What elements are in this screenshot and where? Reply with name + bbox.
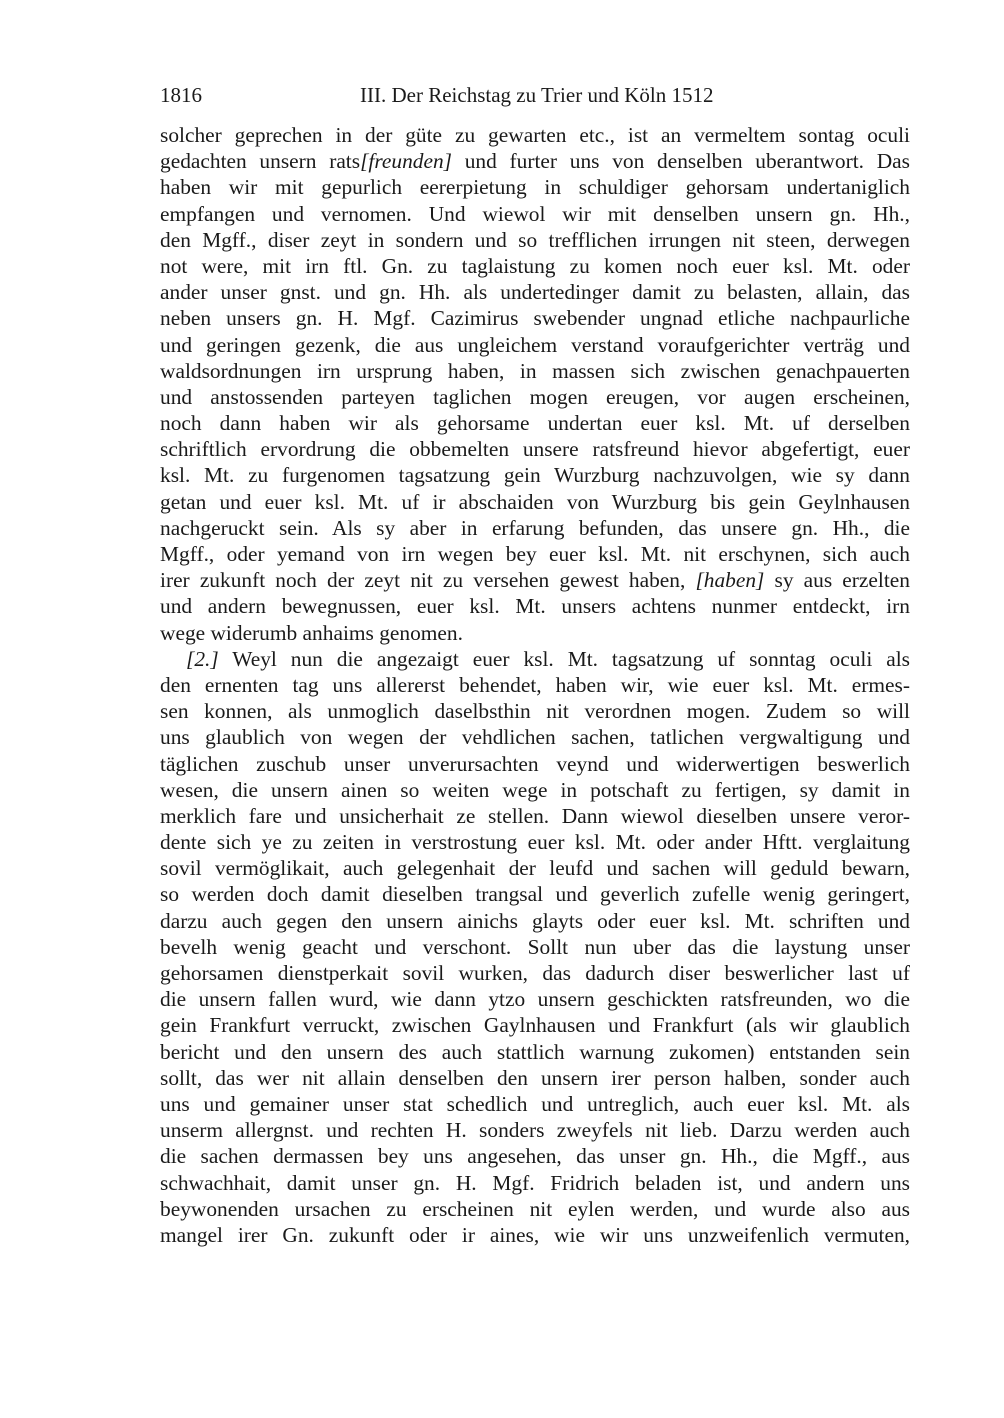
text-run: bevelh wenig geacht und verschont. Sollt nun uber das die laystung unser bbox=[160, 934, 910, 959]
text-run: sy aus erzelten bbox=[764, 568, 910, 593]
text-line bbox=[160, 227, 910, 253]
text-run: nachgeruckt sein. Als sy aber in erfarung befunden, das unsere gn. Hh., die bbox=[160, 515, 910, 540]
text-line bbox=[160, 541, 910, 567]
running-head: III. Der Reichstag zu Trier und Köln 1512 bbox=[360, 83, 714, 107]
text-run: merklich fare und unsicherhait ze stellen. Dann wiewol dieselben unsere veror- bbox=[160, 803, 910, 828]
text-run: beywonenden ursachen zu erscheinen nit eylen werden, und wurde also aus bbox=[160, 1196, 910, 1221]
text-line bbox=[160, 515, 910, 541]
text-line bbox=[160, 410, 910, 436]
text-line bbox=[160, 1065, 910, 1091]
text-line bbox=[160, 1222, 910, 1248]
text-line bbox=[160, 489, 910, 515]
text-run: solcher geprechen in der güte zu gewarten etc., ist an vermeltem sontag oculi bbox=[160, 123, 910, 147]
text-run: und anstossenden parteyen taglichen mogen ereugen, vor augen erscheinen, bbox=[160, 384, 910, 409]
text-line bbox=[160, 1117, 910, 1143]
text-run: dente sich ye zu zeiten in verstrostung euer ksl. Mt. oder ander Hftt. verglaitung bbox=[160, 830, 910, 855]
page-header bbox=[160, 80, 910, 110]
text-line bbox=[160, 908, 910, 934]
text-line bbox=[160, 174, 910, 200]
text-line bbox=[160, 332, 910, 358]
text-line bbox=[160, 646, 910, 672]
text-run: den ernenten tag uns allererst behendet, haben wir, wie euer ksl. Mt. ermes- bbox=[160, 672, 910, 697]
text-run: wesen, die unsern ainen so weiten wege in potschaft zu fertigen, sy damit in bbox=[160, 777, 910, 802]
text-run: getan und euer ksl. Mt. uf ir abschaiden von Wurzburg bis gein Geylnhausen bbox=[160, 489, 910, 514]
text-line bbox=[160, 672, 910, 698]
text-run: mangel irer Gn. zukunft oder ir aines, wie wir uns unzweifenlich vermuten, bbox=[160, 1222, 910, 1247]
text-run: unserm allergnst. und rechten H. sonders zweyfels nit lieb. Darzu werden auch bbox=[160, 1118, 910, 1143]
text-run: und andern bewegnussen, euer ksl. Mt. unsers achtens nunmer entdeckt, irn bbox=[160, 594, 910, 619]
text-run: und furter uns von denselben uberantwort. Das bbox=[451, 149, 910, 174]
text-line bbox=[160, 122, 910, 148]
text-run: die sachen dermassen bey uns angesehen, das unser gn. Hh., die Mgff., aus bbox=[160, 1144, 910, 1169]
text-run: schriftlich ervordrung die obbemelten unsere ratsfreund hievor abgefertigt, euer bbox=[160, 437, 910, 462]
page-number: 1816 bbox=[160, 83, 202, 107]
text-run: sollt, das wer nit allain denselben den unsern irer person halben, sonder auch bbox=[160, 1065, 910, 1090]
text-run: den Mgff., diser zeyt in sondern und so trefflichen irrungen nit steen, derwegen bbox=[160, 227, 910, 252]
text-line bbox=[160, 1012, 910, 1038]
text-line bbox=[160, 698, 910, 724]
text-run: die unsern fallen wurd, wie dann ytzo unsern geschickten ratsfreunden, wo die bbox=[160, 987, 910, 1012]
text-line bbox=[160, 279, 910, 305]
text-line bbox=[160, 305, 910, 331]
text-line bbox=[160, 881, 910, 907]
text-run: ksl. Mt. zu furgenomen tagsatzung gein Wurzburg nachzuvolgen, wie sy dann bbox=[160, 463, 910, 488]
text-line bbox=[160, 620, 910, 646]
text-line bbox=[160, 1196, 910, 1222]
text-line bbox=[160, 829, 910, 855]
text-run: uns und gemainer unser stat schedlich und untreglich, auch euer ksl. Mt. als bbox=[160, 1091, 910, 1116]
text-line bbox=[160, 1143, 910, 1169]
text-run: not were, mit irn ftl. Gn. zu taglaistung zu komen noch euer ksl. Mt. oder bbox=[160, 253, 910, 278]
text-run: schwachhait, damit unser gn. H. Mgf. Fridrich beladen ist, und andern uns bbox=[160, 1170, 910, 1195]
text-run: waldsordnungen irn ursprung haben, in massen sich zwischen genachpauerten bbox=[160, 358, 910, 383]
text-line bbox=[160, 1170, 910, 1196]
text-line bbox=[160, 1091, 910, 1117]
text-run: empfangen und vernomen. Und wiewol wir mit denselben unsern gn. Hh., bbox=[160, 201, 910, 226]
text-line bbox=[160, 462, 910, 488]
text-run: uns glaublich von wegen der vehdlichen sachen, tatlichen vergwaltigung und bbox=[160, 725, 910, 750]
text-run: Weyl nun die angezaigt euer ksl. Mt. tagsatzung uf sonntag oculi als bbox=[218, 646, 910, 671]
body-text bbox=[160, 122, 910, 1248]
text-run: wege widerumb anhaims genomen. bbox=[160, 620, 463, 645]
text-run: ander unser gnst. und gn. Hh. als undertedinger damit zu belasten, allain, das bbox=[160, 280, 910, 305]
text-run: noch dann haben wir als gehorsame undertan euer ksl. Mt. uf derselben bbox=[160, 411, 910, 436]
editorial-insertion: [haben] bbox=[695, 568, 765, 593]
text-line bbox=[160, 201, 910, 227]
text-line bbox=[160, 724, 910, 750]
text-run: darzu auch gegen den unsern ainichs glayts oder euer ksl. Mt. schriften und bbox=[160, 908, 910, 933]
text-run: gehorsamen dienstperkait sovil wurken, das dadurch diser beswerlicher last uf bbox=[160, 961, 910, 985]
text-line bbox=[160, 593, 910, 619]
text-line bbox=[160, 253, 910, 279]
text-line bbox=[160, 960, 910, 986]
text-line bbox=[160, 777, 910, 803]
text-line bbox=[160, 1039, 910, 1065]
text-line bbox=[160, 358, 910, 384]
text-run: und geringen gezenk, die aus ungleichem verstand voraufgerichter verträg und bbox=[160, 332, 910, 357]
editorial-insertion: [freunden] bbox=[360, 149, 452, 174]
text-run: täglichen zuschub unser unverursachten veynd und widerwertigen beswerlich bbox=[160, 751, 910, 776]
text-run: bericht und den unsern des auch stattlich warnung zukomen) entstanden sein bbox=[160, 1039, 910, 1064]
text-line bbox=[160, 803, 910, 829]
text-run: gein Frankfurt verruckt, zwischen Gaylnhausen und Frankfurt (als wir glaublich bbox=[160, 1013, 910, 1038]
text-line bbox=[160, 751, 910, 777]
text-run: neben unsers gn. H. Mgf. Cazimirus swebender ungnad etliche nachpaurliche bbox=[160, 306, 910, 331]
text-run: gedachten unsern rats bbox=[160, 149, 361, 174]
text-line bbox=[160, 986, 910, 1012]
text-line bbox=[160, 567, 910, 593]
editorial-insertion: [2.] bbox=[186, 646, 219, 671]
text-run: sovil vermöglikait, auch gelegenhait der leufd und sachen will geduld bewarn, bbox=[160, 856, 910, 881]
text-run: haben wir mit gepurlich eererpietung in schuldiger gehorsam undertaniglich bbox=[160, 175, 910, 200]
text-line bbox=[160, 436, 910, 462]
text-line bbox=[160, 384, 910, 410]
text-line bbox=[160, 855, 910, 881]
text-run: irer zukunft noch der zeyt nit zu versehen gewest haben, bbox=[160, 568, 696, 593]
text-run: so werden doch damit dieselben trangsal und geverlich zufelle wenig geringert, bbox=[160, 882, 910, 907]
text-run: sen konnen, als unmoglich daselbsthin nit verordnen mogen. Zudem so will bbox=[160, 699, 910, 724]
text-run: Mgff., oder yemand von irn wegen bey euer ksl. Mt. nit erschynen, sich auch bbox=[160, 542, 910, 566]
text-line bbox=[160, 934, 910, 960]
text-line bbox=[160, 148, 910, 174]
